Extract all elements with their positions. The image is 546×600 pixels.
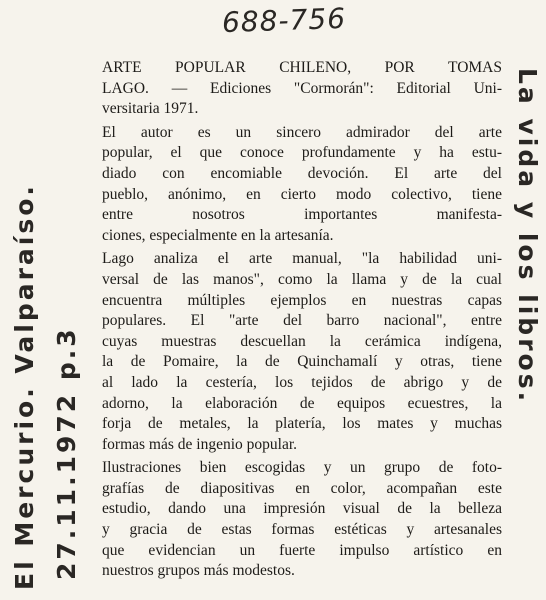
section-annotation: La vida y los libros. (513, 68, 542, 405)
text-line: El autor es un sincero admirador del arte (102, 123, 502, 141)
date-annotation: 27.11.1972 p.3 (52, 326, 81, 580)
text-line: cuyas muestras descuellan la cerámica indígena, (102, 332, 502, 350)
paragraph-2 (82, 249, 502, 455)
source-annotation: El Mercurio. Valparaíso. (10, 183, 39, 590)
text-line: al lado la cestería, los tejidos de abrigo y de (102, 373, 502, 391)
heading-line: ARTE POPULAR CHILENO, POR TOMAS (102, 59, 502, 76)
text-line: versal de las manos", como la llama y de la cual (102, 270, 502, 288)
text-line: popular, el que conoce profundamente y ha estu- (102, 144, 502, 162)
text-line: que evidencian un fuerte impulso artístico en (102, 541, 502, 559)
article-body (82, 58, 502, 585)
text-line: estudio, dando una impresión visual de la belleza (102, 500, 502, 518)
catalog-number-annotation: 688-756 (221, 1, 347, 40)
text-line: ciones, especialmente en la artesanía. (102, 226, 334, 244)
text-line: formas más de ingenio popular. (102, 435, 297, 453)
text-line: entre nosotros importantes manifesta- (102, 206, 502, 224)
text-line: pueblo, anónimo, en cierto modo colectivo, tiene (102, 185, 502, 203)
text-line: forja de metales, la platería, los mates y muchas (102, 415, 502, 433)
heading-line: versitaria 1971. (102, 100, 199, 118)
text-line: adorno, la elaboración de equipos ecuestres, la (102, 394, 502, 412)
article-heading (82, 58, 502, 120)
text-line: diado con encomiable devoción. El arte del (102, 164, 502, 182)
text-line: Ilustraciones bien escogidas y un grupo de foto- (102, 459, 502, 477)
heading-line: LAGO. — Ediciones "Cormorán": Editorial Uni- (102, 79, 502, 97)
text-line: nuestros grupos más modestos. (102, 562, 295, 580)
text-line: la de Pomaire, la de Quinchamalí y otras, tiene (102, 353, 502, 371)
text-line: grafías de diapositivas en color, acompañan este (102, 479, 502, 497)
text-line: populares. El "arte del barro nacional", entre (102, 312, 502, 330)
text-line: y gracia de estas formas estéticas y artesanales (102, 521, 502, 539)
paragraph-1 (82, 123, 502, 247)
text-line: Lago analiza el arte manual, "la habilidad uni- (102, 250, 502, 268)
paragraph-3 (82, 458, 502, 582)
text-line: encuentra múltiples ejemplos en nuestras capas (102, 291, 502, 309)
